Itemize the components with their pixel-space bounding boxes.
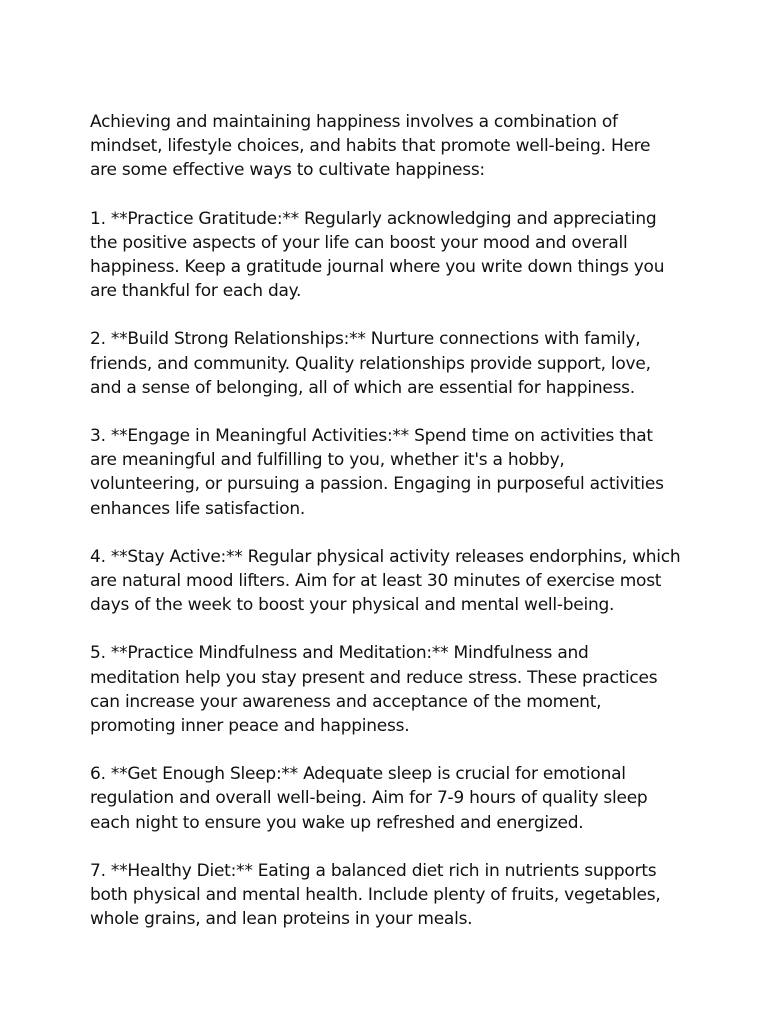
list-item-line: are natural mood lifters. Aim for at least 30 minutes of exercise most bbox=[90, 571, 662, 592]
list-item-line: 7. **Healthy Diet:** Eating a balanced diet rich in nutrients supports bbox=[90, 860, 657, 881]
intro-line: mindset, lifestyle choices, and habits that promote well-being. Here bbox=[90, 136, 651, 157]
intro-line: Achieving and maintaining happiness involves a combination of bbox=[90, 112, 618, 132]
list-item-line: volunteering, or pursuing a passion. Engaging in purposeful activities bbox=[90, 474, 664, 495]
list-item-line: each night to ensure you wake up refreshed and energized. bbox=[90, 812, 584, 833]
list-item-line: whole grains, and lean proteins in your meals. bbox=[90, 909, 473, 930]
list-item-relationships bbox=[90, 327, 690, 400]
list-item-gratitude bbox=[90, 207, 690, 304]
list-item-line: the positive aspects of your life can boost your mood and overall bbox=[90, 232, 628, 253]
list-item-line: are meaningful and fulfilling to you, whether it's a hobby, bbox=[90, 450, 565, 471]
list-item-line: 3. **Engage in Meaningful Activities:** Spend time on activities that bbox=[90, 426, 653, 447]
list-item-line: 1. **Practice Gratitude:** Regularly acknowledging and appreciating bbox=[90, 208, 657, 229]
list-item-line: promoting inner peace and happiness. bbox=[90, 716, 410, 737]
list-item-line: 2. **Build Strong Relationships:** Nurture connections with family, bbox=[90, 329, 641, 350]
list-item-stay-active bbox=[90, 545, 690, 618]
list-item-line: are thankful for each day. bbox=[90, 281, 302, 302]
list-item-line: 4. **Stay Active:** Regular physical activity releases endorphins, which bbox=[90, 546, 681, 567]
list-item-activities bbox=[90, 424, 690, 521]
list-item-mindfulness bbox=[90, 641, 690, 738]
list-item-line: friends, and community. Quality relationships provide support, love, bbox=[90, 353, 651, 374]
intro-line: are some effective ways to cultivate happiness: bbox=[90, 160, 485, 181]
list-item-line: days of the week to boost your physical and mental well-being. bbox=[90, 595, 615, 616]
document-body bbox=[90, 110, 690, 955]
list-item-line: and a sense of belonging, all of which are essential for happiness. bbox=[90, 377, 635, 398]
list-item-line: can increase your awareness and acceptance of the moment, bbox=[90, 691, 602, 712]
intro-paragraph bbox=[90, 110, 690, 183]
list-item-line: 5. **Practice Mindfulness and Meditation:** Mindfulness and bbox=[90, 643, 589, 664]
list-item-line: meditation help you stay present and reduce stress. These practices bbox=[90, 667, 658, 688]
list-item-line: enhances life satisfaction. bbox=[90, 498, 306, 519]
list-item-line: happiness. Keep a gratitude journal where you write down things you bbox=[90, 257, 665, 278]
list-item-line: regulation and overall well-being. Aim for 7-9 hours of quality sleep bbox=[90, 788, 648, 809]
list-item-line: 6. **Get Enough Sleep:** Adequate sleep is crucial for emotional bbox=[90, 764, 626, 785]
list-item-diet bbox=[90, 859, 690, 932]
list-item-sleep bbox=[90, 762, 690, 835]
list-item-line: both physical and mental health. Include plenty of fruits, vegetables, bbox=[90, 885, 661, 906]
